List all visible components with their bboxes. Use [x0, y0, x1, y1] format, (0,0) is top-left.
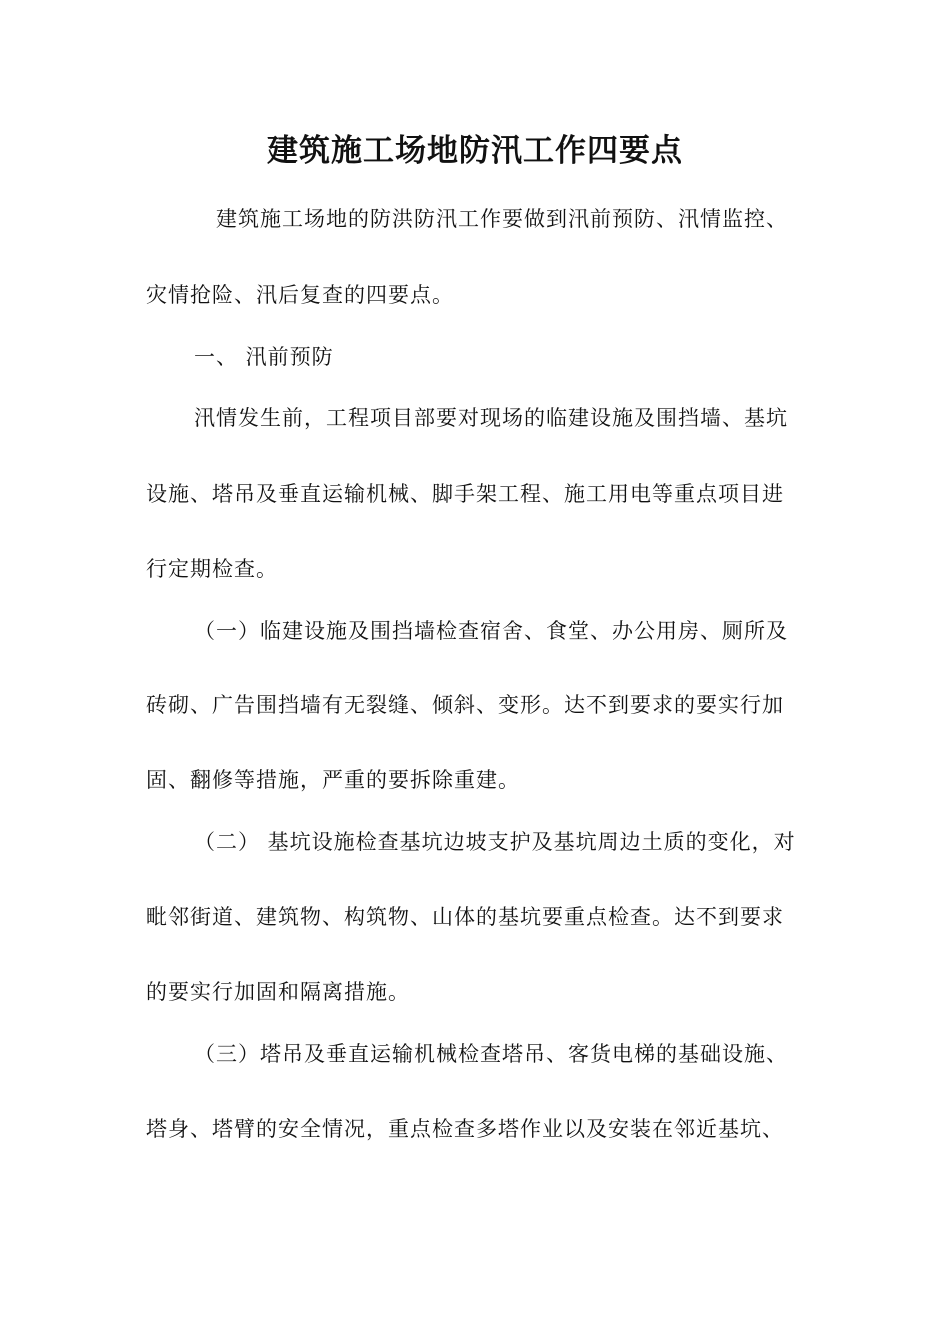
paragraph-line: 的要实行加固和隔离措施。: [146, 980, 410, 1004]
paragraph-line: 塔身、塔臂的安全情况，重点检查多塔作业以及安装在邻近基坑、: [146, 1117, 784, 1141]
document-title: 建筑施工场地防汛工作四要点: [267, 133, 683, 169]
paragraph-line: （一）临建设施及围挡墙检查宿舍、食堂、办公用房、厕所及: [194, 619, 788, 643]
paragraph-line: 行定期检查。: [146, 557, 278, 581]
paragraph-line: （三）塔吊及垂直运输机械检查塔吊、客货电梯的基础设施、: [194, 1042, 788, 1066]
paragraph-line: 砖砌、广告围挡墙有无裂缝、倾斜、变形。达不到要求的要实行加: [146, 693, 784, 717]
paragraph-line: 汛情发生前，工程项目部要对现场的临建设施及围挡墙、基坑: [194, 406, 788, 430]
section-heading: 一、 汛前预防: [194, 345, 334, 369]
paragraph-line: （二） 基坑设施检查基坑边坡支护及基坑周边土质的变化，对: [194, 830, 796, 854]
paragraph-line: 灾情抢险、汛后复查的四要点。: [146, 283, 454, 307]
paragraph-line: 设施、塔吊及垂直运输机械、脚手架工程、施工用电等重点项目进: [146, 482, 784, 506]
paragraph-line: 固、翻修等措施，严重的要拆除重建。: [146, 768, 520, 792]
paragraph-line: 建筑施工场地的防洪防汛工作要做到汛前预防、汛情监控、: [216, 207, 788, 231]
paragraph-line: 毗邻街道、建筑物、构筑物、山体的基坑要重点检查。达不到要求: [146, 905, 784, 929]
